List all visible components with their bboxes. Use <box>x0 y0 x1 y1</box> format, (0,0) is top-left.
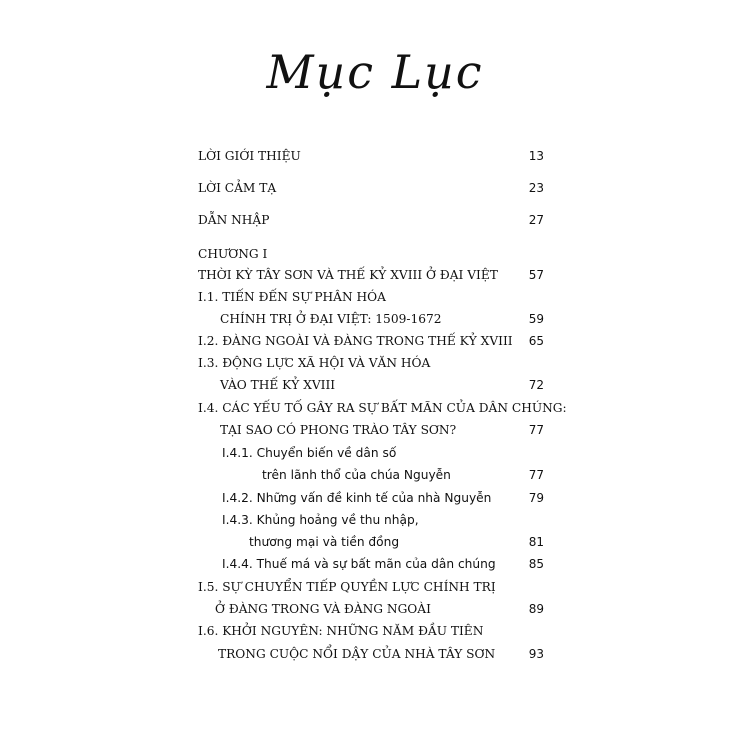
toc-entry-page: 81 <box>528 535 544 549</box>
toc-entry[interactable] <box>0 329 750 353</box>
toc-entry-label: I.4.3. Khủng hoảng về thu nhập, <box>222 513 419 527</box>
toc-entry-label: I.3. ĐỘNG LỰC XÃ HỘI VÀ VĂN HÓA <box>198 356 431 370</box>
toc-entry-label: LỜI GIỚI THIỆU <box>198 149 301 163</box>
toc-entry-label: TẠI SAO CÓ PHONG TRÀO TÂY SƠN? <box>220 423 457 437</box>
toc-entry-page: 79 <box>528 491 544 505</box>
toc-entry-continuation[interactable] <box>0 597 750 621</box>
toc-entry-label: I.5. SỰ CHUYỂN TIẾP QUYỀN LỰC CHÍNH TRỊ <box>198 580 496 594</box>
toc-entry-page: 85 <box>528 557 544 571</box>
toc-entry-label: THỜI KỲ TÂY SƠN VÀ THẾ KỶ XVIII Ở ĐẠI VIỆT <box>198 268 498 282</box>
toc-entry-continuation[interactable] <box>0 642 750 666</box>
toc-entry-page: 13 <box>528 149 544 163</box>
toc-entry-page: 59 <box>528 312 544 326</box>
toc-entry[interactable] <box>0 351 750 375</box>
toc-entry-label: CHÍNH TRỊ Ở ĐẠI VIỆT: 1509-1672 <box>220 312 442 326</box>
toc-subentry-continuation[interactable] <box>0 530 750 554</box>
toc-entry-page: 77 <box>528 423 544 437</box>
toc-subentry[interactable] <box>0 441 750 465</box>
toc-subentry-continuation[interactable] <box>0 463 750 487</box>
toc-entry-label: I.6. KHỞI NGUYÊN: NHỮNG NĂM ĐẦU TIÊN <box>198 624 484 638</box>
toc-entry[interactable] <box>0 176 750 200</box>
toc-entry[interactable] <box>0 396 750 420</box>
toc-entry-label: TRONG CUỘC NỔI DẬY CỦA NHÀ TÂY SƠN <box>218 647 496 661</box>
toc-entry-label: LỜI CẢM TẠ <box>198 181 277 195</box>
toc-subentry[interactable] <box>0 552 750 576</box>
toc-entry-label: trên lãnh thổ của chúa Nguyễn <box>262 468 451 482</box>
toc-entry-label: VÀO THẾ KỶ XVIII <box>220 378 336 392</box>
toc-entry-continuation[interactable] <box>0 373 750 397</box>
toc-entry[interactable] <box>0 263 750 287</box>
toc-entry-label: I.2. ĐÀNG NGOÀI VÀ ĐÀNG TRONG THẾ KỶ XVIII <box>198 334 513 348</box>
toc-entry[interactable] <box>0 575 750 599</box>
toc-entry-label: DẪN NHẬP <box>198 213 270 227</box>
toc-entry-page: 23 <box>528 181 544 195</box>
toc-entry-page: 57 <box>528 268 544 282</box>
toc-subentry[interactable] <box>0 486 750 510</box>
toc-entry[interactable] <box>0 285 750 309</box>
toc-entry-label: CHƯƠNG I <box>198 247 268 261</box>
toc-entry-page: 89 <box>528 602 544 616</box>
toc-entry-label: I.4.1. Chuyển biến về dân số <box>222 446 397 460</box>
toc-entry-label: I.4.4. Thuế má và sự bất mãn của dân chúng <box>222 557 496 571</box>
toc-entry-page: 93 <box>528 647 544 661</box>
toc-subentry[interactable] <box>0 508 750 532</box>
page-title: Mục Lục <box>266 45 484 99</box>
toc-entry[interactable] <box>0 619 750 643</box>
toc-entry-label: I.1. TIẾN ĐẾN SỰ PHÂN HÓA <box>198 290 386 304</box>
toc-entry-label: Ở ĐÀNG TRONG VÀ ĐÀNG NGOÀI <box>215 602 431 616</box>
toc-entry-page: 65 <box>528 334 544 348</box>
toc-entry-continuation[interactable] <box>0 307 750 331</box>
toc-entry-continuation[interactable] <box>0 418 750 442</box>
toc-entry-page: 77 <box>528 468 544 482</box>
toc-entry-page: 72 <box>528 378 544 392</box>
toc-entry-page: 27 <box>528 213 544 227</box>
toc-entry-label: I.4.2. Những vấn đề kinh tế của nhà Nguyễn <box>222 491 492 505</box>
toc-entry[interactable] <box>0 144 750 168</box>
toc-entry-label: I.4. CÁC YẾU TỐ GÂY RA SỰ BẤT MÃN CỦA DÂN CHÚNG: <box>198 401 567 415</box>
toc-entry-label: thương mại và tiền đồng <box>249 535 400 549</box>
toc-entry[interactable] <box>0 208 750 232</box>
